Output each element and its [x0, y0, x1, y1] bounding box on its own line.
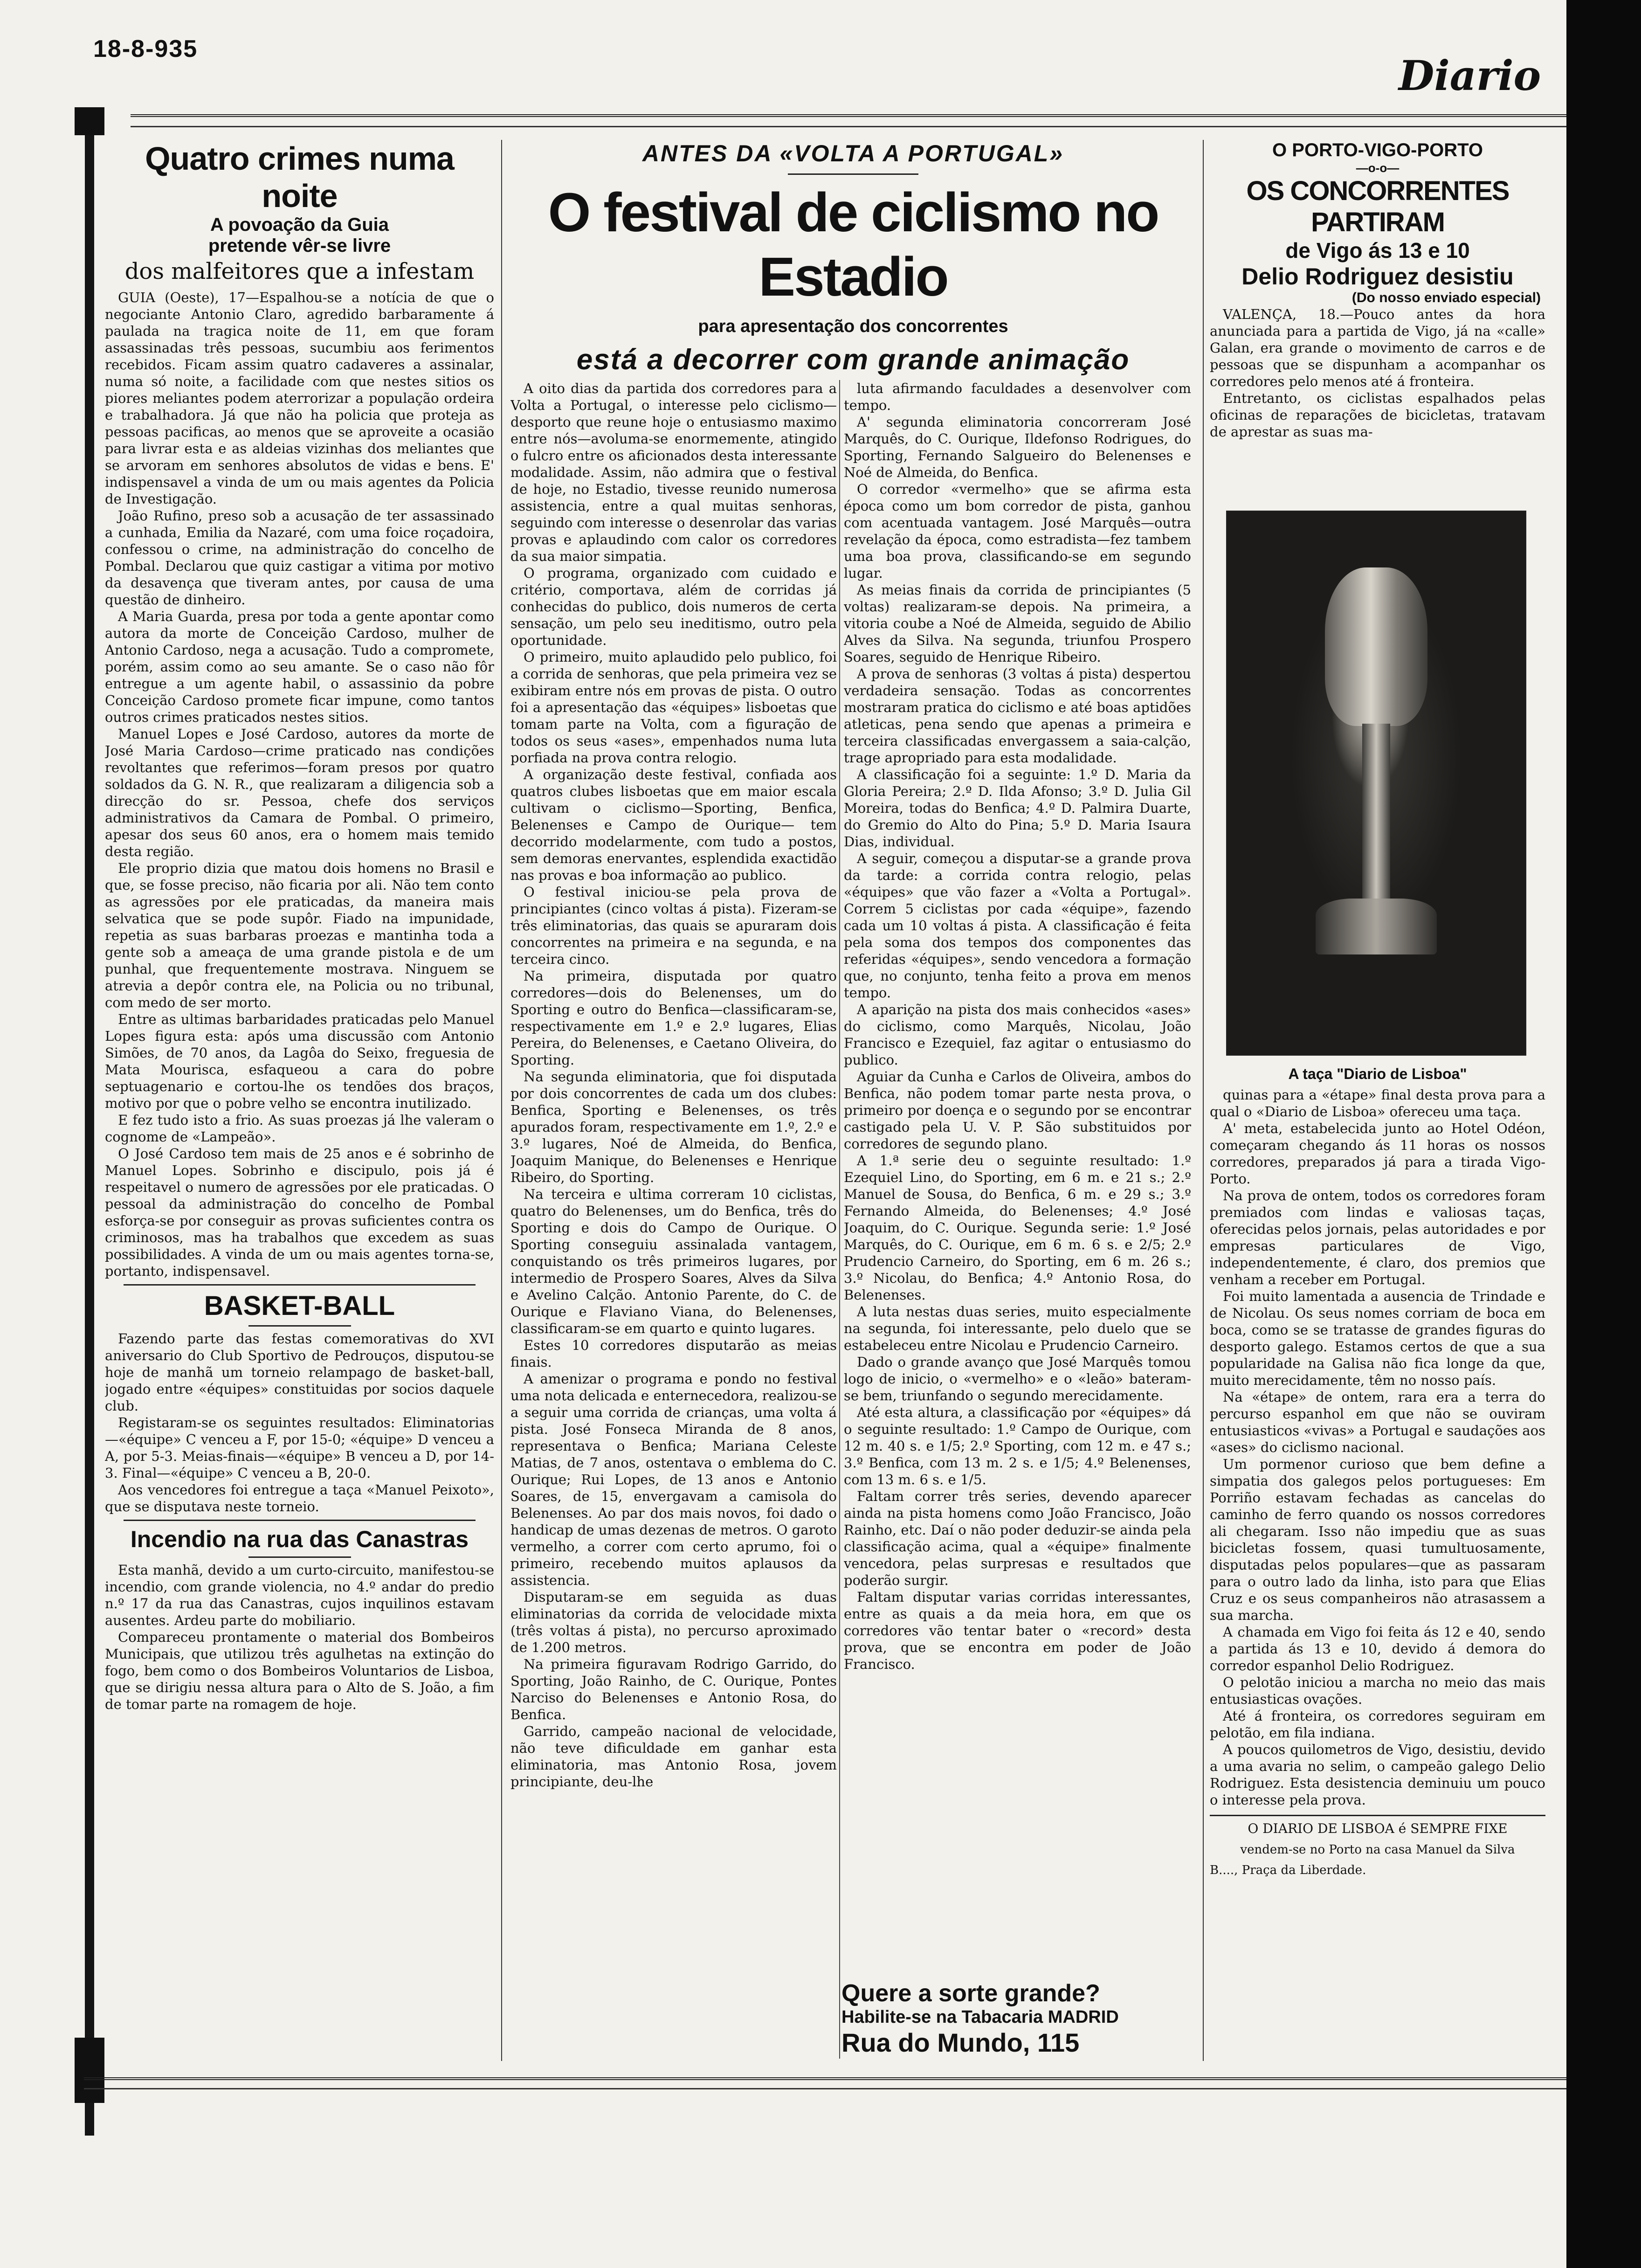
vigo-paragraph: Um pormenor curioso que bem define a simpatia dos galegos pelos portugueses: Em Porriño estavam fechadas as cancelas do caminho de ferro quando os nossos corredores ali chegaram. Isso não impediu que as suas bicicletas fossem, quasi tumultuosamente, disputadas pelos populares—que as passaram para o outro lado da linha, isto para que Elias Cruz e os seus companheiros não atrasassem a sua marcha.: [1210, 1456, 1545, 1623]
incendio-paragraph: Compareceu prontamente o material dos Bombeiros Municipais, que utilizou três agulhetas na extinção do fogo, bem como o dos Bombeiros Voluntarios de Lisboa, que se dirigiu nessa altura para o Alto de S. João, a fim de tomar parte na romagem de hoje.: [105, 1629, 494, 1712]
advert-line-2: Habilite-se na Tabacaria MADRID: [841, 2007, 1119, 2027]
basket-paragraph: Aos vencedores foi entregue a taça «Manuel Peixoto», que se disputava neste torneio.: [105, 1482, 494, 1514]
festival-paragraph: luta afirmando faculdades a desenvolver com tempo.: [844, 380, 1191, 413]
trophy-base: [1316, 899, 1437, 954]
center-headline: O festival de ciclismo no Estadio: [548, 182, 1158, 308]
bottom-rule: [84, 2077, 1566, 2080]
festival-paragraph: O programa, organizado com cuidado e critério, comportava, além de corridas já conhecidas do publico, dois numeros de certa sensação, um pelo seu ineditismo, outro pela oportunidade.: [510, 565, 837, 648]
festival-paragraph: A oito dias da partida dos corredores para a Volta a Portugal, o interesse pelo ciclismo—desporto que reune hoje o entusiasmo maximo entre nós—avoluma-se enormemente, atingido o fulcro entre os aficionados desta interessante modalidade. Assim, não admira que o festival de hoje, no Estadio, tivesse reunido numerosa assistencia, entre a qual muitas senhoras, seguindo com interesse o desenrolar das varias provas e aplaudindo com calor os corredores da sua maior simpatia.: [510, 380, 837, 564]
vigo-paragraph: Na prova de ontem, todos os corredores foram premiados com lindas e valiosas taças, oferecidas pelos jornais, pelas autoridades e por empresas particulares de Vigo, independentemente, é claro, dos premios que venham a receber em Portugal.: [1210, 1188, 1545, 1287]
vigo-paragraph: A' meta, estabelecida junto ao Hotel Odéon, começaram chegando ás 11 horas os nossos corredores, preparados já para a tirada Vigo-Porto.: [1210, 1120, 1545, 1187]
column-rule: [839, 380, 840, 2059]
trophy-cup: [1325, 567, 1427, 726]
bottom-rule-thin: [84, 2088, 1566, 2089]
vigo-paragraph: A chamada em Vigo foi feita ás 12 e 40, sendo a partida ás 13 e 10, devido á demora do corredor espanhol Delio Rodriguez.: [1210, 1624, 1545, 1673]
center-kicker: ANTES DA «VOLTA A PORTUGAL»: [642, 140, 1064, 166]
column-rule: [501, 140, 502, 2061]
trophy-stem: [1362, 724, 1390, 901]
crimes-paragraph: O José Cardoso tem mais de 25 anos e é sobrinho de Manuel Lopes. Sobrinho e discipulo, pois já é respeitavel o numero de agressões por ele praticadas. O pessoal da administração do concelho de Pombal esforça-se por conseguir as provas suficientes contra os criminosos, mas ha trabalhos que excedem as suas possibilidades. A vinda de um ou mais agentes torna-se, portanto, indispensavel.: [105, 1146, 494, 1279]
basket-title: BASKET-BALL: [204, 1291, 395, 1321]
vigo-body-top: [1210, 306, 1545, 440]
registration-mark-top: [75, 107, 104, 135]
vigo-paragraph: O pelotão iniciou a marcha no meio das mais entusiasticas ovações.: [1210, 1674, 1545, 1707]
festival-paragraph: Na primeira figuravam Rodrigo Garrido, do Sporting, João Rainho, de C. Ourique, Pontes Narciso do Belenenses e Antonio Rosa, do Benfica.: [510, 1656, 837, 1722]
column-rule: [1203, 140, 1204, 2061]
right-sub-1: de Vigo ás 13 e 10: [1285, 238, 1470, 263]
footer-line-3: B...., Praça da Liberdade.: [1210, 1863, 1366, 1877]
vigo-paragraph: Foi muito lamentada a ausencia de Trindade e de Nicolau. Os seus nomes corriam de boca em boca, como se se tratasse de grandes figuras do desporto galego. Estamos certos de que a sua popularidade na Galisa não fica longe da que, muito merecidamente, têm no nosso país.: [1210, 1288, 1545, 1388]
left-margin-bar: [85, 117, 94, 2136]
center-column-2: [844, 380, 1191, 1965]
festival-paragraph: O festival iniciou-se pela prova de principiantes (cinco voltas á pista). Fizeram-se três eliminatorias, das quais se apuraram dois concorrentes na primeira e na segunda, e na terceira cinco.: [510, 884, 837, 967]
festival-paragraph: Estes 10 corredores disputarão as meias finais.: [510, 1337, 837, 1370]
crimes-subtitle-1: A povoação da Guia: [210, 214, 389, 235]
center-column-1: [510, 380, 837, 2040]
tabacaria-advert: [841, 1979, 1193, 2058]
section-divider: [248, 1325, 351, 1327]
right-ornament: —o-o—: [1356, 161, 1400, 175]
top-rule-thin: [131, 126, 1566, 127]
festival-paragraph: A 1.ª serie deu o seguinte resultado: 1.º Ezequiel Lino, do Sporting, em 6 m. e 21 s.; 2.º Manuel de Sousa, do Benfica, 6 m. e 29 s.; 3.º Fernando Almeida, do Belenenses; 4.º José Joaquim, do C. Ourique. Segunda serie: 1.º José Marquês, do C. Ourique, em 6 m. 6 s. e 2/5; 2.º Prudencio Carneiro, do Sporting, em 6 m. 26 s.; 3.º Nicolau, do Benfica; 4.º Antonio Rosa, do Belenenses.: [844, 1153, 1191, 1303]
center-subhead-2: está a decorrer com grande animação: [576, 344, 1130, 376]
right-column-top: [1210, 140, 1545, 508]
advert-line-1: Quere a sorte grande?: [841, 1980, 1100, 2007]
right-headline: OS CONCORRENTES PARTIRAM: [1246, 176, 1509, 237]
footer-line-2: vendem-se no Porto na casa Manuel da Silva: [1240, 1843, 1515, 1857]
vigo-paragraph: quinas para a «étape» final desta prova para a qual o «Diario de Lisboa» ofereceu uma taça.: [1210, 1087, 1545, 1120]
crimes-paragraph: João Rufino, preso sob a acusação de ter assassinado a cunhada, Emilia da Nazaré, com uma foice roçadoira, confessou o crime, na administração do concelho de Pombal. Declarou que quiz castigar a vitima por motivo da desavença que tiveram antes, por causa de uma questão de dinheiro.: [105, 508, 494, 608]
footer-line-1: O DIARIO DE LISBOA é SEMPRE FIXE: [1248, 1821, 1508, 1836]
festival-paragraph: O corredor «vermelho» que se afirma esta época como um bom corredor de pista, ganhou com acentuada vantagem. José Marquês—outra revelação da época, como estradista—fez tambem uma boa prova, classificando-se em segundo lugar.: [844, 481, 1191, 581]
vigo-paragraph: VALENÇA, 18.—Pouco antes da hora anunciada para a partida de Vigo, já na «calle» Galan, era grande o movimento de carros e de pessoas que se dispunham a acompanhar os corredores pelo menos até á fronteira.: [1210, 306, 1545, 389]
top-rule: [131, 114, 1566, 117]
festival-paragraph: Na primeira, disputada por quatro corredores—dois do Belenenses, um do Sporting e outro do Benfica—classificaram-se, respectivamente em 1.º e 2.º lugares, Elias Pereira, do Belenenses, e Caetano Oliveira, do Sporting.: [510, 968, 837, 1068]
festival-paragraph: A organização deste festival, confiada aos quatros clubes lisboetas que em maior escala cultivam o ciclismo—Sporting, Benfica, Belenenses e Campo de Ourique— tem decorrido modelarmente, com tudo a postos, sem demoras enervantes, esplendida exactidão nas provas e boa informação ao publico.: [510, 767, 837, 883]
crimes-paragraph: GUIA (Oeste), 17—Espalhou-se a notícia de que o negociante Antonio Claro, agredido barbaramente á paulada na tragica noite de 11, em que foram assassinadas três pessoas, sucumbiu aos ferimentos recebidos. Ficam assim quatro cadaveres a assinalar, numa só noite, a facilidade com que nestes sitios os piores meliantes podem aterrorizar a população ordeira e trabalhadora. Já que não ha policia que proteja as pessoas pacificas, ao menos que se aproveite a ocasião para livrar esta e as aldeias vizinhas dos meliantes que se arvoram em senhores absolutos de vidas e bens. E' indispensavel a vinda de um ou mais agentes da Policia de Investigação.: [105, 290, 494, 507]
basket-body: [105, 1330, 494, 1515]
crimes-body: [105, 289, 494, 1279]
incendio-paragraph: Esta manhã, devido a um curto-circuito, manifestou-se incendio, com grande violencia, no 4.º andar do predio n.º 17 da rua das Canastras, cujos inquilinos estavam ausentes. Ardeu parte do mobiliario.: [105, 1562, 494, 1628]
festival-paragraph: Disputaram-se em seguida as duas eliminatorias da corrida de velocidade mixta (três voltas á pista), no percurso aproximado de 1.200 metros.: [510, 1589, 837, 1655]
festival-body-2: [844, 380, 1191, 1673]
advert-line-3: Rua do Mundo, 115: [841, 2028, 1080, 2057]
basket-paragraph: Fazendo parte das festas comemorativas do XVI aniversario do Club Sportivo de Pedrouços, disputou-se hoje de manhã um torneio relampago de basket-ball, jogado entre «équipes» constituidas por socios daquele club.: [105, 1331, 494, 1414]
right-byline: (Do nosso enviado especial): [1351, 290, 1541, 305]
crimes-paragraph: A Maria Guarda, presa por toda a gente apontar como autora da morte de Conceição Cardoso, mulher de Antonio Cardoso, nega a acusação. Tudo a compromete, porém, assim como ao seu amante. Se o caso não fôr entregue a um agente habil, o assassinio da pobre Conceição Cardoso promete ficar impune, como tantos outros crimes praticados nestes sitios.: [105, 608, 494, 725]
festival-paragraph: A amenizar o programa e pondo no festival uma nota delicada e enternecedora, realizou-se a seguir uma corrida de crianças, uma volta á pista. José Fonseca Miranda de 8 anos, representava o Benfica; Mariana Celeste Matias, de 7 anos, ostentava o emblema do C. Ourique; Rui Lopes, de 13 anos e Antonio Soares, de 15, envergavam a camisola do Belenenses. Ao par dos mais novos, foi dado o handicap de umas dezenas de metros. O garoto vermelho, a correr com certo aprumo, foi o primeiro, recebendo muitos aplausos da assistencia.: [510, 1371, 837, 1588]
crimes-subtitle-2: pretende vêr-se livre: [208, 235, 391, 256]
right-column-bottom: [1210, 1065, 1545, 2068]
festival-body-1: [510, 380, 837, 1790]
festival-paragraph: O primeiro, muito aplaudido pelo publico, foi a corrida de senhoras, que pela primeira vez se exibiram entre nós em provas de pista. O outro foi a apresentação das «équipes» lisboetas que tomam parte na Volta, com a figuração de todos os seus «ases», empenhados numa luta porfiada na prova contra relogio.: [510, 649, 837, 766]
center-header: [508, 140, 1198, 382]
left-column: [105, 140, 494, 2070]
center-subhead-1: para apresentação dos concorrentes: [698, 317, 1008, 336]
registration-mark-bottom: [75, 2038, 104, 2103]
footer-rule: [1210, 1815, 1545, 1816]
paper-name: Diario: [1399, 51, 1541, 100]
crimes-title: Quatro crimes numa noite: [145, 140, 454, 214]
crimes-paragraph: E fez tudo isto a frio. As suas proezas já lhe valeram o cognome de «Lampeão».: [105, 1112, 494, 1145]
trophy-photo: [1226, 511, 1526, 1056]
incendio-title: Incendio na rua das Canastras: [130, 1526, 469, 1552]
page-date: 18-8-935: [93, 35, 198, 62]
festival-paragraph: A prova de senhoras (3 voltas á pista) despertou verdadeira sensação. Todas as concorrentes mostraram pratica do ciclismo e até boas aptidões atleticas, pena sendo que apenas a primeira e terceira classificadas envergassem a saia-calção, trage apropriado para esta modalidade.: [844, 666, 1191, 766]
vigo-paragraph: Entretanto, os ciclistas espalhados pelas oficinas de reparações de bicicletas, tratavam de aprestar as suas ma-: [1210, 390, 1545, 440]
crimes-paragraph: Manuel Lopes e José Cardoso, autores da morte de José Maria Cardoso—crime praticado nas condições revoltantes que referimos—foram presos por quatro soldados da G. N. R., que realizaram a diligencia sob a direcção do sr. Pessoa, chefe dos serviços administrativos da Camara de Pombal. O primeiro, apesar dos seus 60 anos, era o homem mais temido desta região.: [105, 726, 494, 859]
vigo-paragraph: Na «étape» de ontem, rara era a terra do percurso espanhol em que não se ouviram entusiasticos «vivas» a Portugal e saudações aos «ases» do ciclismo nacional.: [1210, 1389, 1545, 1455]
vigo-paragraph: A poucos quilometros de Vigo, desistiu, devido a uma avaria no selim, o campeão galego Delio Rodriguez. Esta desistencia deminuiu um pouco o interesse pela prova.: [1210, 1742, 1545, 1808]
crimes-paragraph: Entre as ultimas barbaridades praticadas pelo Manuel Lopes figura esta: após uma discussão com Antonio Simões, de 70 anos, da Lagôa do Seixo, freguesia de Mata Mourisca, esfaqueou a cara do pobre septuagenario e cortou-lhe os tendões dos braços, motivo por que o pobre velho se encontra inutilizado.: [105, 1011, 494, 1111]
festival-paragraph: Dado o grande avanço que José Marquês tomou logo de inicio, o «vermelho» e o «leão» bateram-se bem, triunfando o segundo merecidamente.: [844, 1354, 1191, 1404]
right-kicker: O PORTO-VIGO-PORTO: [1272, 140, 1483, 160]
festival-paragraph: Faltam disputar varias corridas interessantes, entre as quais a da meia hora, em que os corredores vão tentar bater o «record» desta prova, que se encontra em poder de João Francisco.: [844, 1589, 1191, 1672]
basket-paragraph: Registaram-se os seguintes resultados: Eliminatorias—«équipe» C venceu a F, por 15-0; «équipe» D venceu a A, por 5-3. Meias-finais—«équipe» B venceu a D, por 14-3. Final—«équipe» C venceu a B, 20-0.: [105, 1415, 494, 1481]
right-sub-2: Delio Rodriguez desistiu: [1241, 263, 1514, 290]
photo-caption: A taça "Diario de Lisboa": [1288, 1065, 1467, 1082]
vigo-paragraph: Até á fronteira, os corredores seguiram em pelotão, em fila indiana.: [1210, 1708, 1545, 1741]
section-divider: [248, 1556, 351, 1558]
festival-paragraph: A aparição na pista dos mais conhecidos «ases» do ciclismo, como Marquês, Nicolau, João Francisco e Ezequiel, faz agitar o entusiasmo do publico.: [844, 1002, 1191, 1068]
festival-paragraph: Na terceira e ultima correram 10 ciclistas, quatro do Belenenses, um do Benfica, três do Sporting e dois do Campo de Ourique. O Sporting conseguiu assinalada vantagem, conquistando os três primeiros lugares, por intermedio de Prospero Soares, Alves da Silva e Avelino Calção. Antonio Parente, do C. de Ourique e Flaviano Viana, do Belenenses, classificaram-se em quarto e quinto lugares.: [510, 1186, 837, 1336]
vigo-body-bottom: [1210, 1086, 1545, 1808]
festival-paragraph: Garrido, campeão nacional de velocidade, não teve dificuldade em ganhar esta eliminatoria, mas Antonio Rosa, jovem principiante, deu-lhe: [510, 1723, 837, 1790]
festival-paragraph: Faltam correr três series, devendo aparecer ainda na pista homens como João Francisco, João Rainho, etc. Daí o não poder deduzir-se ainda pela classificação acima, qual a «équipe» finalmente vencedora, pelas surpresas e resultados que poderão surgir.: [844, 1488, 1191, 1588]
section-divider: [124, 1284, 476, 1286]
festival-paragraph: Aguiar da Cunha e Carlos de Oliveira, ambos do Benfica, não podem tomar parte nesta prova, o primeiro por doença e o segundo por se encontrar castigado pela U. V. P. São substituidos por corredores de segundo plano.: [844, 1069, 1191, 1152]
section-divider: [124, 1520, 476, 1521]
crimes-paragraph: Ele proprio dizia que matou dois homens no Brasil e que, se fosse preciso, não ficaria por ali. Não tem conto as agressões por ele praticadas, da maneira mais selvatica que se pode supôr. Fiado na impunidade, repetia as suas barbaras proezas e mantinha toda a gente sob a ameaça de uma grande pistola e de um punhal, que frequentemente mostrava. Ninguem se atrevia a depôr contra ele, na Policia ou no tribunal, com medo de ser morto.: [105, 860, 494, 1010]
festival-paragraph: A classificação foi a seguinte: 1.º D. Maria da Gloria Pereira; 2.º D. Ilda Afonso; 3.º D. Julia Gil Moreira, todas do Benfica; 4.º D. Palmira Duarte, do Gremio do Alto do Pina; 5.º D. Maria Isaura Dias, individual.: [844, 767, 1191, 850]
incendio-body: [105, 1562, 494, 1713]
crimes-subtitle-3: dos malfeitores que a infestam: [124, 258, 475, 284]
festival-paragraph: As meias finais da corrida de principiantes (5 voltas) realizaram-se depois. Na primeira, a vitoria coube a Noé de Almeida, seguido de Abilio Alves da Silva. Na segunda, triunfou Prospero Soares, seguido de Henrique Ribeiro.: [844, 582, 1191, 665]
scan-edge: [1566, 0, 1641, 2268]
festival-paragraph: A' segunda eliminatoria concorreram José Marquês, do C. Ourique, Ildefonso Rodrigues, do Sporting, Fernando Salgueiro do Belenenses e Noé de Almeida, do Benfica.: [844, 414, 1191, 480]
festival-paragraph: Na segunda eliminatoria, que foi disputada por dois concorrentes de cada um dos clubes: Benfica, Sporting e Belenenses, os três apurados foram, respectivamente em 1.º, 2.º e 3.º lugares, Noé de Almeida, do Benfica, Joaquim Manique, do Belenenses e Henrique Ribeiro, do Sporting.: [510, 1069, 837, 1185]
festival-paragraph: A luta nestas duas series, muito especialmente na segunda, foi interessante, pelo duelo que se estabeleceu entre Nicolau e Prudencio Carneiro.: [844, 1304, 1191, 1353]
festival-paragraph: Até esta altura, a classificação por «équipes» dá o seguinte resultado: 1.º Campo de Ourique, com 12 m. 40 s. e 1/5; 2.º Sporting, com 12 m. e 47 s.; 3.º Benfica, com 13 m. 2 s. e 1/5; 4.º Belenenses, com 13 m. 6 s. e 1/5.: [844, 1404, 1191, 1487]
kicker-rule: [788, 173, 918, 175]
festival-paragraph: A seguir, começou a disputar-se a grande prova da tarde: a corrida contra relogio, pelas «équipes» que vão fazer a «Volta a Portugal». Correm 5 ciclistas por cada «équipe», fazendo cada um 10 voltas á pista. A classificação é feita pela soma dos tempos dos componentes das referidas «équipes», sendo vencedora a formação que, no conjunto, tenha feito a prova em menos tempo.: [844, 850, 1191, 1001]
